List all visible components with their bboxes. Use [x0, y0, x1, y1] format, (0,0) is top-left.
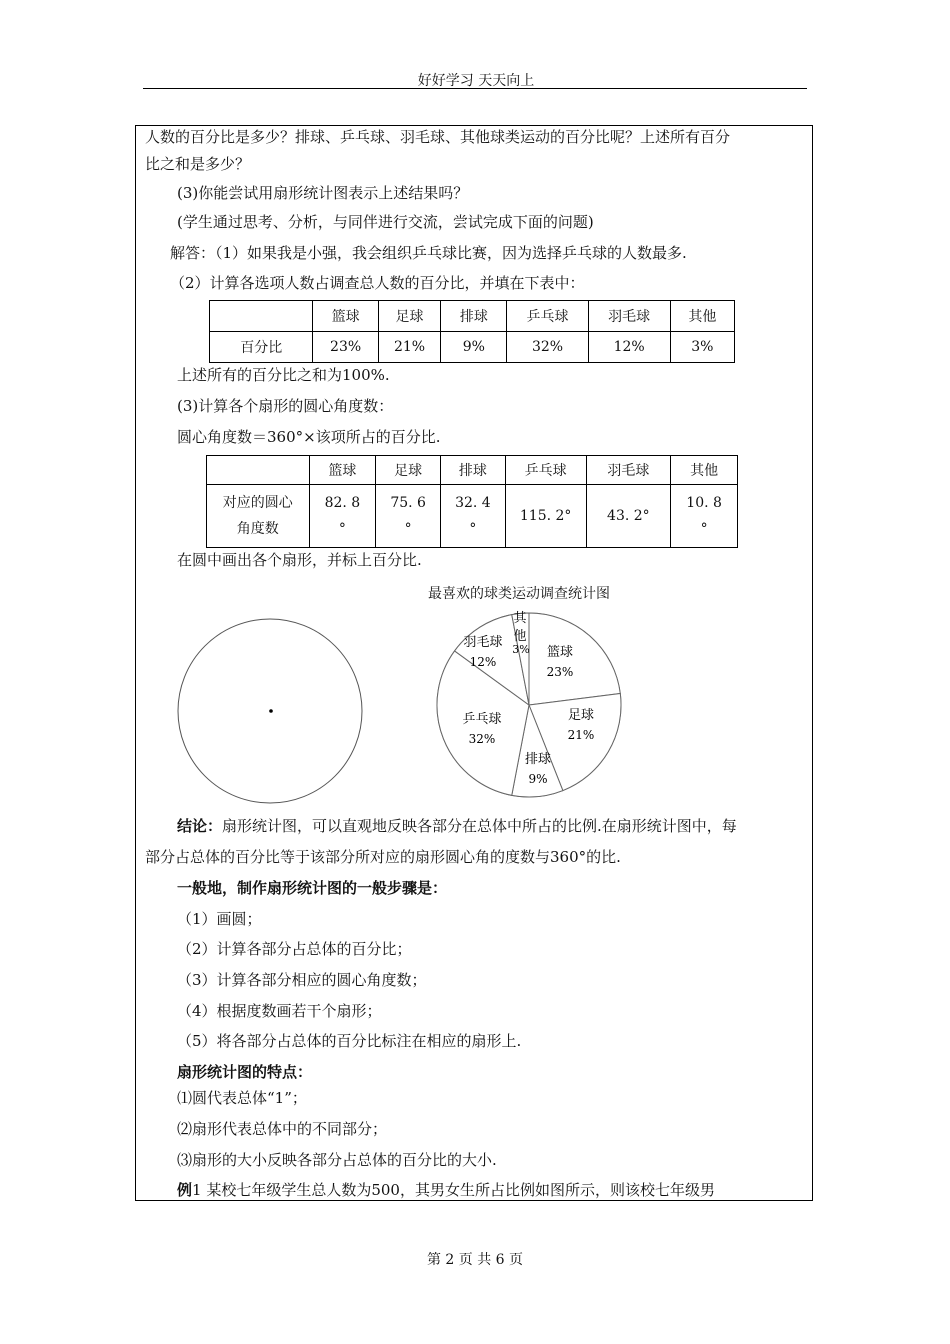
table1-cell: 32% — [507, 332, 588, 363]
conclusion-text-1: 扇形统计图，可以直观地反映各部分在总体中所占的比例.在扇形统计图中，每 — [222, 817, 737, 835]
table1-cell: 3% — [670, 332, 734, 363]
cell-degree: ° — [700, 521, 708, 537]
table2-header: 篮球 — [309, 456, 376, 485]
page-header: 好好学习 天天向上 — [417, 73, 535, 89]
cell-value: 10. 8 — [686, 495, 722, 511]
empty-circle-figure — [175, 615, 365, 805]
table2-header: 排球 — [441, 456, 506, 485]
pie-label: 羽毛球 — [463, 635, 503, 650]
table2-row-label-line1: 对应的圆心 — [222, 495, 293, 511]
pie-label: 他 — [513, 629, 527, 644]
pie-percent: 12% — [469, 655, 497, 669]
table2-cell — [309, 485, 376, 548]
table2-row-label-line2: 角度数 — [236, 521, 279, 537]
table1-header: 排球 — [441, 301, 507, 332]
table1-header: 羽毛球 — [588, 301, 670, 332]
feature-item: ⑵扇形代表总体中的不同部分； — [177, 1120, 388, 1138]
angle-table — [206, 455, 738, 548]
cell-degree: ° — [404, 521, 412, 537]
pie-percent: 23% — [546, 665, 574, 679]
cell-value: 82. 8 — [324, 495, 361, 511]
page-footer: 第 2 页 共 6 页 — [426, 1252, 524, 1268]
conclusion-label: 结论： — [177, 817, 223, 835]
percentage-table — [209, 300, 735, 363]
answer-3: (3)计算各个扇形的圆心角度数： — [177, 397, 394, 415]
example-text: 1 某校七年级学生总人数为500，其男女生所占比例如图所示，则该校七年级男 — [192, 1181, 715, 1199]
step-item: （2）计算各部分占总体的百分比； — [177, 940, 412, 958]
sum-note: 上述所有的百分比之和为100%. — [177, 366, 390, 384]
cell-degree: ° — [338, 521, 346, 537]
guide-text: (学生通过思考、分析，与同伴进行交流，尝试完成下面的问题) — [177, 213, 594, 231]
table2-cell — [671, 485, 738, 548]
pie-percent: 21% — [567, 728, 595, 742]
feature-item: ⑴圆代表总体“1”； — [177, 1089, 307, 1107]
answer-1: 解答：（1）如果我是小强，我会组织乒乓球比赛，因为选择乒乓球的人数最多. — [170, 244, 687, 262]
pie-chart — [424, 598, 634, 808]
pie-label: 其 — [513, 611, 527, 626]
table1-header: 其他 — [670, 301, 734, 332]
pie-percent: 3% — [512, 643, 530, 656]
table2-header: 乒乓球 — [505, 456, 586, 485]
pie-slice-1 — [529, 613, 620, 705]
pie-label: 乒乓球 — [462, 712, 502, 727]
table2-header-blank — [207, 456, 310, 485]
question-3: (3)你能尝试用扇形统计图表示上述结果吗？ — [177, 184, 469, 202]
circle-center-dot — [269, 709, 273, 713]
table2-header: 足球 — [376, 456, 441, 485]
table1-header-blank — [210, 301, 313, 332]
table2-cell: 43. 2° — [586, 485, 671, 548]
pie-percent: 9% — [528, 772, 548, 786]
feature-item: ⑶扇形的大小反映各部分占总体的百分比的大小. — [177, 1151, 497, 1169]
table1-cell: 23% — [313, 332, 378, 363]
steps-title: 一般地，制作扇形统计图的一般步骤是： — [177, 879, 448, 897]
pie-percent: 32% — [468, 732, 496, 746]
intro-line-2: 比之和是多少？ — [145, 155, 251, 173]
step-item: （4）根据度数画若干个扇形； — [177, 1002, 382, 1020]
pie-label: 篮球 — [546, 645, 574, 660]
table2-header: 其他 — [671, 456, 738, 485]
table1-cell: 12% — [588, 332, 670, 363]
cell-degree: ° — [469, 521, 477, 537]
table2-row-label — [207, 485, 310, 548]
answer-2: （2）计算各选项人数占调查总人数的百分比，并填在下表中： — [170, 274, 585, 292]
table2-cell — [441, 485, 506, 548]
table1-header: 篮球 — [313, 301, 378, 332]
cell-value: 32. 4 — [455, 495, 491, 511]
table1-header: 足球 — [378, 301, 440, 332]
frame-bottom-rule — [135, 1200, 813, 1201]
table2-header: 羽毛球 — [586, 456, 671, 485]
header-rule — [143, 88, 807, 89]
step-item: （1）画圆； — [177, 910, 262, 928]
draw-note: 在圆中画出各个扇形，并标上百分比. — [177, 551, 422, 569]
angle-formula: 圆心角度数＝360°×该项所占的百分比. — [177, 428, 441, 446]
conclusion-text-2: 部分占总体的百分比等于该部分所对应的扇形圆心角的度数与360°的比. — [145, 848, 621, 866]
intro-line-1: 人数的百分比是多少？排球、乒乓球、羽毛球、其他球类运动的百分比呢？上述所有百分 — [145, 128, 731, 146]
pie-label: 排球 — [524, 752, 552, 767]
features-title: 扇形统计图的特点： — [177, 1063, 313, 1081]
step-item: （3）计算各部分相应的圆心角度数； — [177, 971, 427, 989]
table2-cell — [376, 485, 441, 548]
example-label: 例 — [177, 1181, 193, 1199]
table1-cell: 9% — [441, 332, 507, 363]
table2-cell: 115. 2° — [505, 485, 586, 548]
table1-header: 乒乓球 — [507, 301, 588, 332]
cell-value: 75. 6 — [390, 495, 426, 511]
table1-cell: 21% — [378, 332, 440, 363]
chart-title: 最喜欢的球类运动调查统计图 — [428, 586, 610, 602]
pie-label: 足球 — [567, 708, 595, 723]
table1-row-label: 百分比 — [210, 332, 313, 363]
step-item: （5）将各部分占总体的百分比标注在相应的扇形上. — [177, 1032, 522, 1050]
